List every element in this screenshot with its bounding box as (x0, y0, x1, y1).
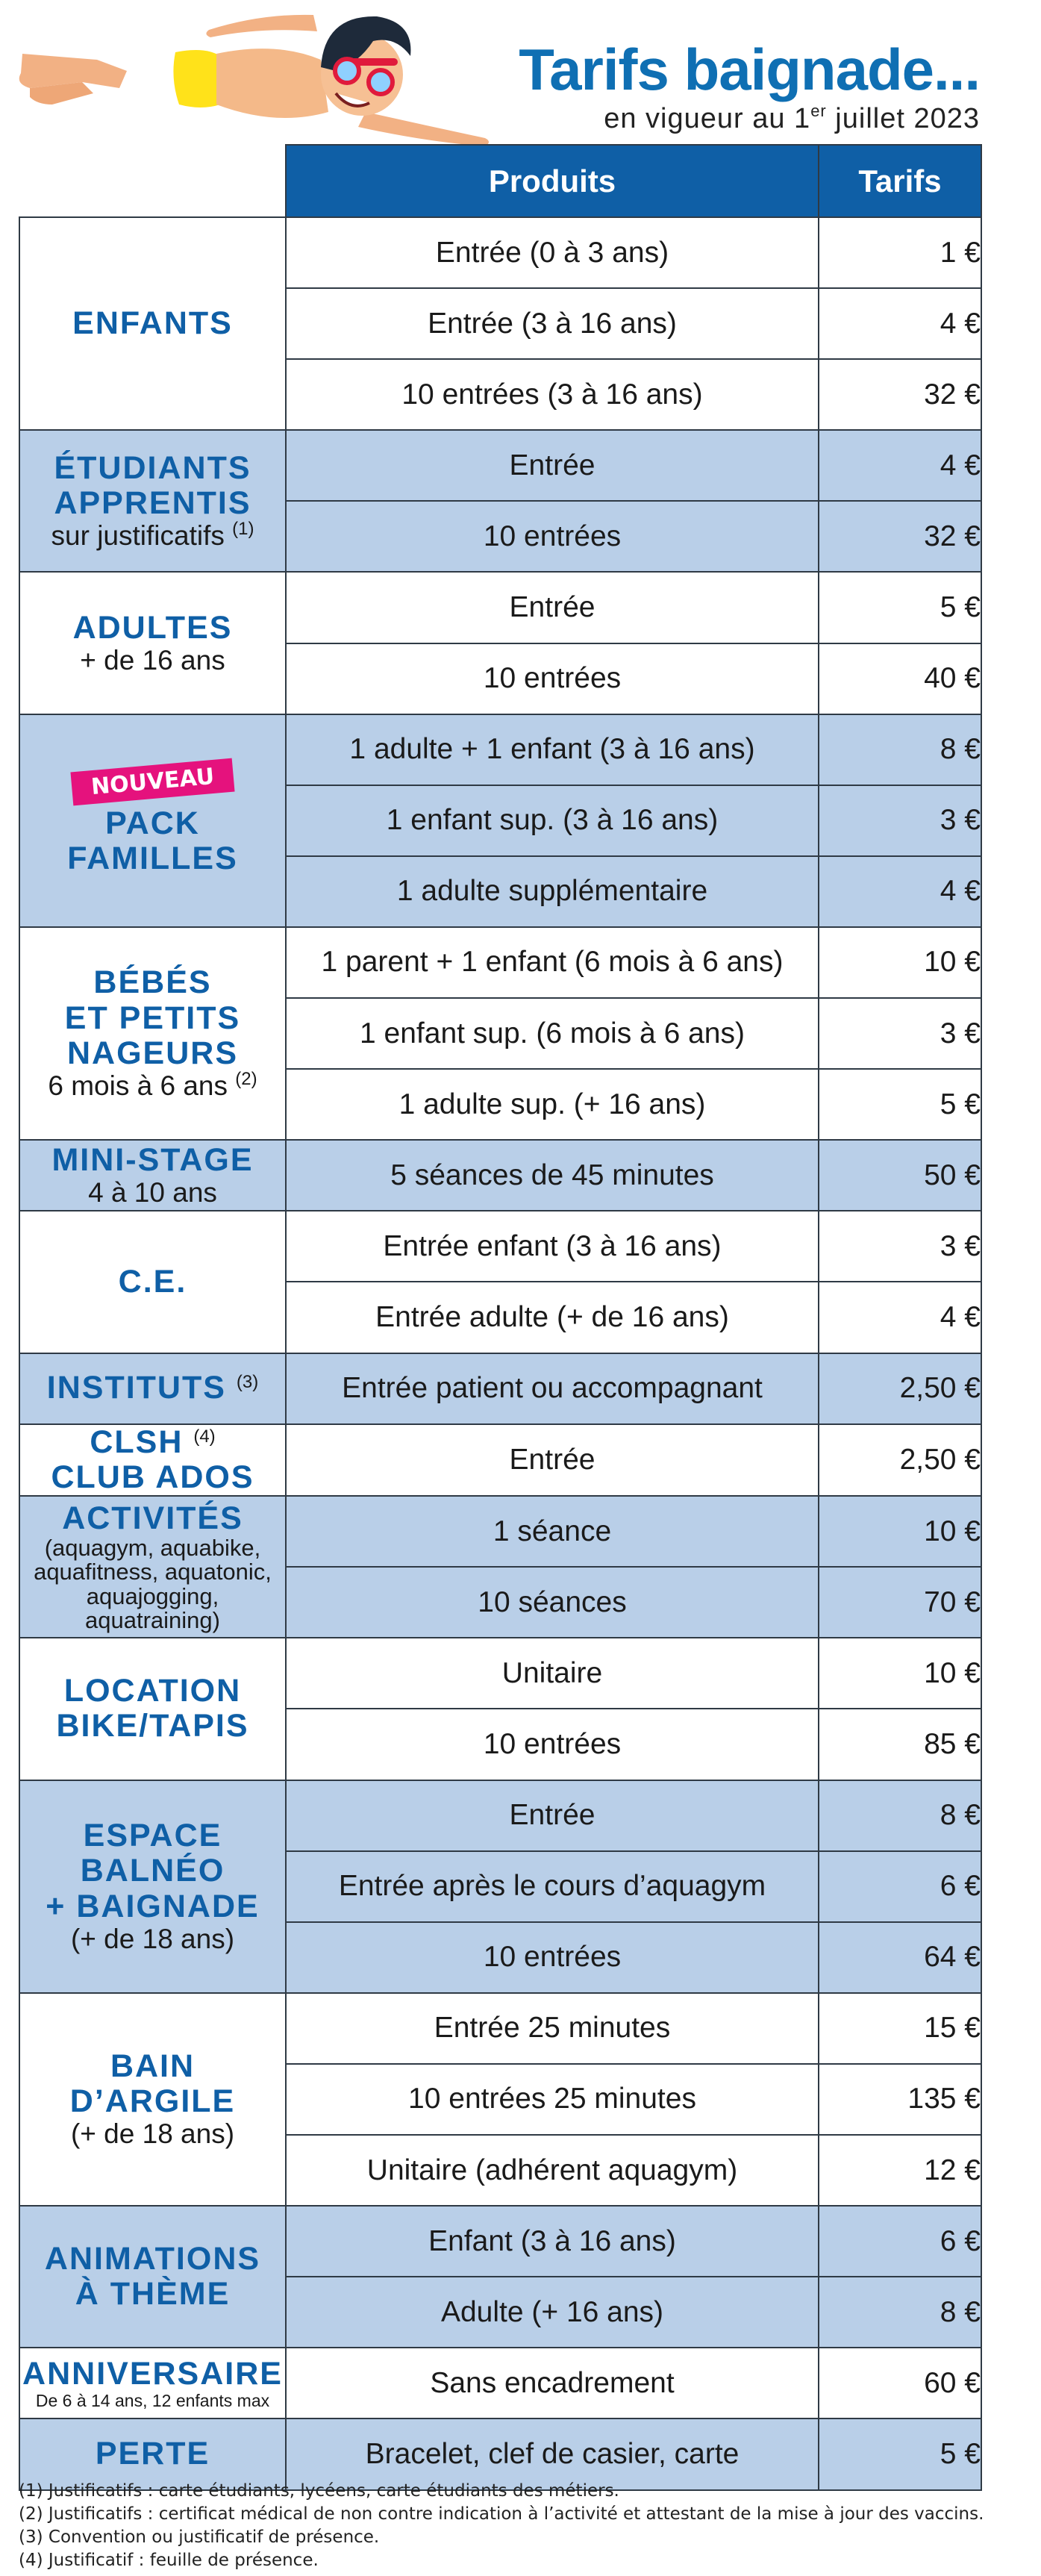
category-label-text: ET PETITS (64, 999, 241, 1036)
price-cell: 32 € (819, 359, 981, 430)
product-cell: Entrée adulte (+ de 16 ans) (286, 1282, 819, 1353)
category-label (20, 486, 285, 521)
product-cell: Entrée enfant (3 à 16 ans) (286, 1211, 819, 1282)
category-subtitle (20, 1071, 285, 1102)
product-cell: 5 séances de 45 minutes (286, 1140, 819, 1211)
price-cell: 3 € (819, 785, 981, 856)
category-cell (19, 714, 286, 927)
footnote: (4) Justificatif : feuille de présence. (19, 2551, 319, 2571)
table-row (19, 1638, 981, 1709)
header (0, 0, 1041, 142)
table-row (19, 217, 981, 288)
price-cell: 3 € (819, 998, 981, 1069)
page-subtitle (604, 103, 980, 135)
price-cell: 60 € (819, 2348, 981, 2418)
category-label (20, 306, 285, 341)
product-cell: 1 séance (286, 1496, 819, 1567)
product-cell: 1 enfant sup. (6 mois à 6 ans) (286, 998, 819, 1069)
price-cell: 3 € (819, 1211, 981, 1282)
category-cell (19, 572, 286, 714)
category-label (20, 2242, 285, 2277)
subtitle-start: en vigueur au 1 (604, 103, 811, 134)
price-cell: 4 € (819, 856, 981, 927)
price-cell: 15 € (819, 1993, 981, 2064)
product-cell: 1 parent + 1 enfant (6 mois à 6 ans) (286, 927, 819, 998)
category-label (20, 1460, 285, 1495)
price-cell: 50 € (819, 1140, 981, 1211)
column-header-products: Produits (286, 145, 819, 217)
price-cell: 4 € (819, 430, 981, 501)
category-cell (19, 927, 286, 1140)
product-cell: Entrée patient ou accompagnant (286, 1353, 819, 1424)
table-row (19, 1424, 981, 1497)
price-table-body (19, 217, 981, 2490)
category-label-text: C.E. (118, 1263, 187, 1300)
footnote-ref: (4) (193, 1426, 216, 1447)
category-label-text: BIKE/TAPIS (56, 1708, 249, 1744)
category-label-text: PERTE (95, 2436, 210, 2472)
product-cell: 1 adulte + 1 enfant (3 à 16 ans) (286, 714, 819, 785)
category-cell (19, 217, 286, 430)
category-label (20, 1709, 285, 1744)
category-label (20, 1370, 285, 1406)
product-cell: Entrée (286, 430, 819, 501)
price-cell: 8 € (819, 714, 981, 785)
product-cell: Enfant (3 à 16 ans) (286, 2206, 819, 2277)
price-cell: 12 € (819, 2135, 981, 2206)
product-cell: Entrée après le cours d’aquagym (286, 1851, 819, 1922)
table-header-row (19, 145, 981, 217)
category-label-text: INSTITUTS (46, 1370, 226, 1406)
product-cell: Bracelet, clef de casier, carte (286, 2418, 819, 2489)
category-label (20, 1143, 285, 1178)
category-cell (19, 1140, 286, 1211)
new-badge: NOUVEAU (70, 758, 234, 805)
category-label-text: ESPACE (83, 1817, 222, 1853)
price-cell: 10 € (819, 1638, 981, 1709)
category-detail: (aquagym, aquabike, (44, 1534, 261, 1561)
category-label (20, 1674, 285, 1709)
product-cell: Entrée 25 minutes (286, 1993, 819, 2064)
category-label-text: CLUB ADOS (51, 1459, 254, 1495)
product-cell: 10 entrées (286, 501, 819, 572)
swimmer-illustration (7, 0, 500, 149)
footnote: (1) Justificatifs : carte étudiants, lycéens, carte étudiants des métiers. (19, 2481, 619, 2501)
table-row (19, 1353, 981, 1424)
table-row (19, 714, 981, 785)
category-label (20, 2049, 285, 2084)
category-cell (19, 1496, 286, 1638)
price-cell: 64 € (819, 1922, 981, 1993)
category-subtitle-text: (+ de 18 ans) (70, 1923, 235, 1954)
category-detail: aquajogging, (86, 1582, 219, 1609)
category-subtitle-text: 4 à 10 ans (88, 1177, 217, 1209)
price-cell: 8 € (819, 1780, 981, 1851)
price-cell: 40 € (819, 643, 981, 714)
product-cell: Sans encadrement (286, 2348, 819, 2418)
product-cell: 10 entrées (286, 1709, 819, 1780)
category-label-text: ANNIVERSAIRE (22, 2355, 283, 2392)
category-subtitle-text: (+ de 18 ans) (70, 2118, 235, 2150)
column-header-prices: Tarifs (819, 145, 981, 217)
category-cell (19, 1424, 286, 1497)
category-label (20, 1425, 285, 1460)
category-label-text: MINI-STAGE (51, 1141, 254, 1178)
page-title: Tarifs baignade... (519, 37, 980, 102)
category-label (20, 1264, 285, 1300)
price-cell: 32 € (819, 501, 981, 572)
product-cell: Entrée (3 à 16 ans) (286, 288, 819, 359)
footnote: (2) Justificatifs : certificat médical de non contre indication à l’activité et attestant de la mise à jour des vaccins. (19, 2504, 984, 2524)
category-label-text: CLSH (90, 1423, 184, 1460)
product-cell: 10 séances (286, 1567, 819, 1638)
category-label (20, 2084, 285, 2119)
category-label-text: BALNÉO (80, 1853, 225, 1889)
price-cell: 6 € (819, 2206, 981, 2277)
category-cell (19, 430, 286, 572)
category-label-text: BAIN (110, 2048, 196, 2084)
price-cell: 2,50 € (819, 1353, 981, 1424)
category-label (20, 451, 285, 486)
table-row (19, 1993, 981, 2064)
category-label-text: BÉBÉS (93, 964, 212, 1001)
table-row (19, 1140, 981, 1211)
table-row (19, 430, 981, 501)
category-label-text: LOCATION (63, 1673, 242, 1709)
price-cell: 10 € (819, 1496, 981, 1567)
category-cell (19, 2206, 286, 2348)
category-subtitle (20, 646, 285, 676)
product-cell: Unitaire (286, 1638, 819, 1709)
price-cell: 10 € (819, 927, 981, 998)
price-cell: 5 € (819, 572, 981, 643)
product-cell: Entrée (286, 1780, 819, 1851)
price-cell: 4 € (819, 288, 981, 359)
category-subtitle-text: + de 16 ans (80, 644, 225, 676)
category-label (20, 1501, 285, 1536)
product-cell: Unitaire (adhérent aquagym) (286, 2135, 819, 2206)
product-cell: Adulte (+ 16 ans) (286, 2277, 819, 2348)
category-label-text: ÉTUDIANTS (54, 449, 251, 486)
category-cell (19, 1993, 286, 2206)
category-detail: aquatraining) (85, 1607, 220, 1634)
category-label-text: NAGEURS (66, 1035, 239, 1071)
category-label (20, 1889, 285, 1924)
category-label-text: ADULTES (72, 609, 233, 646)
category-label (20, 2277, 285, 2312)
category-subtitle (20, 1924, 285, 1955)
table-row (19, 1496, 981, 1567)
category-subtitle-text: 6 mois à 6 ans (48, 1070, 228, 1102)
category-label (20, 841, 285, 876)
category-cell (19, 1638, 286, 1780)
table-row (19, 2348, 981, 2418)
category-cell (19, 1353, 286, 1424)
category-label-text: + BAIGNADE (46, 1888, 260, 1924)
category-label-text: ANIMATIONS (44, 2240, 261, 2277)
subtitle-ordinal: er (810, 102, 827, 120)
footnote: (3) Convention ou justificatif de présence. (19, 2527, 380, 2548)
price-cell: 85 € (819, 1709, 981, 1780)
category-label (20, 965, 285, 1000)
category-label (20, 1818, 285, 1853)
category-label-text: PACK (105, 805, 200, 841)
product-cell: 1 adulte sup. (+ 16 ans) (286, 1069, 819, 1140)
table-row (19, 1211, 981, 1282)
category-cell (19, 2348, 286, 2418)
price-cell: 2,50 € (819, 1424, 981, 1497)
category-subtitle (20, 2119, 285, 2150)
footnote-ref: (3) (236, 1372, 259, 1393)
price-cell: 135 € (819, 2064, 981, 2135)
category-label (20, 2436, 285, 2471)
category-label (20, 611, 285, 646)
price-cell: 4 € (819, 1282, 981, 1353)
category-cell (19, 1211, 286, 1353)
category-label-text: ACTIVITÉS (62, 1500, 243, 1536)
subtitle-end: juillet 2023 (826, 103, 980, 134)
price-cell: 6 € (819, 1851, 981, 1922)
product-cell: Entrée (286, 1424, 819, 1497)
price-cell: 5 € (819, 2418, 981, 2489)
category-detail: De 6 à 14 ans, 12 enfants max (35, 2390, 270, 2410)
table-row (19, 1780, 981, 1851)
footnote-ref: (1) (232, 519, 254, 540)
header-blank-cell (19, 145, 286, 217)
table-row (19, 572, 981, 643)
footnotes (19, 2480, 1019, 2572)
product-cell: Entrée (0 à 3 ans) (286, 217, 819, 288)
category-label (20, 1001, 285, 1036)
category-label-text: À THÈME (75, 2276, 231, 2313)
category-cell (19, 1780, 286, 1993)
category-label (20, 1036, 285, 1071)
category-label-text: ENFANTS (72, 305, 233, 341)
price-table (19, 144, 982, 2491)
product-cell: 10 entrées 25 minutes (286, 2064, 819, 2135)
category-label (20, 1853, 285, 1889)
category-label-text: FAMILLES (67, 840, 238, 876)
footnote-ref: (2) (235, 1069, 257, 1090)
category-label (20, 806, 285, 841)
product-cell: Entrée (286, 572, 819, 643)
category-label-text: APPRENTIS (54, 485, 251, 522)
category-subtitle-text: sur justificatifs (51, 520, 225, 552)
category-detail: aquafitness, aquatonic, (34, 1559, 272, 1585)
product-cell: 1 enfant sup. (3 à 16 ans) (286, 785, 819, 856)
product-cell: 1 adulte supplémentaire (286, 856, 819, 927)
table-row (19, 927, 981, 998)
price-cell: 1 € (819, 217, 981, 288)
category-subtitle (20, 1178, 285, 1209)
product-cell: 10 entrées (286, 643, 819, 714)
price-cell: 8 € (819, 2277, 981, 2348)
category-label (20, 2357, 285, 2392)
price-cell: 70 € (819, 1567, 981, 1638)
table-row (19, 2206, 981, 2277)
price-cell: 5 € (819, 1069, 981, 1140)
category-subtitle (20, 521, 285, 552)
category-label-text: D’ARGILE (69, 2083, 236, 2120)
product-cell: 10 entrées (286, 1922, 819, 1993)
product-cell: 10 entrées (3 à 16 ans) (286, 359, 819, 430)
